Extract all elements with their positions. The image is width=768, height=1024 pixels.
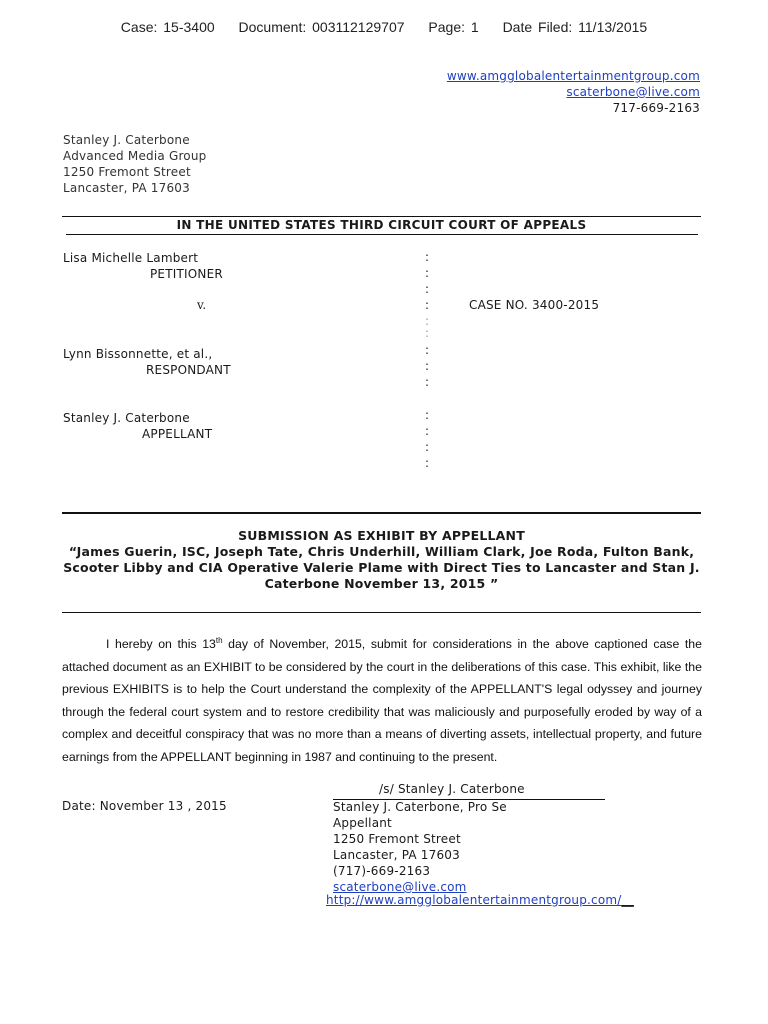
submission-heading: SUBMISSION AS EXHIBIT BY APPELLANT [238, 528, 525, 543]
respondent-role: RESPONDANT [146, 363, 231, 377]
filing-header [0, 19, 768, 35]
signature-block [333, 799, 507, 895]
signer-email-link[interactable]: scaterbone@live.com [333, 880, 467, 894]
signer-website [326, 893, 634, 907]
caption-colon: : [425, 343, 430, 357]
date-filed: Date Filed: 11/13/2015 [502, 19, 648, 35]
caption-colon: : [425, 456, 430, 470]
divider-submission-bottom [62, 612, 701, 613]
page-number: Page: 1 [428, 19, 479, 35]
document-number: Document: 003112129707 [238, 19, 405, 35]
appellant-role: APPELLANT [142, 427, 213, 441]
caption-colon: : [425, 359, 430, 373]
caption-colon: : [425, 314, 430, 328]
phone-number: 717-669-2163 [612, 101, 700, 115]
caption-colon: : [425, 408, 430, 422]
email-link[interactable]: scaterbone@live.com [566, 85, 700, 99]
respondent-name: Lynn Bissonnette, et al., [63, 347, 213, 361]
versus-label: v. [197, 298, 207, 312]
court-title: IN THE UNITED STATES THIRD CIRCUIT COURT OF APPEALS [176, 218, 587, 232]
divider-submission-top [62, 512, 701, 514]
signer-website-link[interactable]: http://www.amgglobalentertainmentgroup.com/ [326, 893, 622, 907]
caption-colon: : [425, 298, 430, 312]
caption-colon: : [425, 424, 430, 438]
sender-city: Lancaster, PA 17603 [63, 181, 190, 195]
contact-block-top [447, 68, 700, 116]
website-link[interactable]: www.amgglobalentertainmentgroup.com [446, 69, 700, 83]
sender-street: 1250 Fremont Street [63, 165, 191, 179]
signer-street: 1250 Fremont Street [333, 832, 461, 846]
submission-title-line: Scooter Libby and CIA Operative Valerie Plame with Direct Ties to Lancaster and Stan J. [63, 560, 700, 575]
appellant-name: Stanley J. Caterbone [63, 411, 190, 425]
body-intro: I hereby on this 13 [106, 637, 216, 652]
petitioner-name: Lisa Michelle Lambert [63, 251, 199, 265]
signer-phone: (717)-669-2163 [333, 864, 431, 878]
caption-colon: : [425, 250, 430, 264]
ordinal-suffix: th [215, 636, 223, 645]
signer-role: Appellant [333, 816, 392, 830]
case-caption [63, 250, 231, 442]
signer-website-tail: __ [621, 893, 634, 907]
submission-title-line: “James Guerin, ISC, Joseph Tate, Chris Underhill, William Clark, Joe Roda, Fulton Bank, [68, 544, 695, 559]
case-number-caption: CASE NO. 3400-2015 [469, 298, 600, 312]
petitioner-role: PETITIONER [150, 267, 223, 281]
case-number: Case: 15-3400 [120, 19, 215, 35]
signer-name: Stanley J. Caterbone, Pro Se [333, 800, 507, 814]
sender-name: Stanley J. Caterbone [63, 133, 190, 147]
sender-company: Advanced Media Group [63, 149, 207, 163]
electronic-signature: /s/ Stanley J. Caterbone [379, 782, 525, 796]
caption-colon: : [425, 326, 430, 340]
sender-address [63, 132, 206, 196]
court-title-underline [66, 234, 698, 235]
caption-colon: : [425, 266, 430, 280]
caption-colon: : [425, 440, 430, 454]
divider-top [62, 216, 701, 217]
submission-title-block [62, 528, 701, 592]
body-text-main: day of November, 2015, submit for considerations in the above captioned case the attached document as an EXHIBIT to be considered by the court in the deliberations of this case. This exhibit, like the previous EXHIBITS is to help the Court understand the complexity of the APPELLANT'S legal odyssey and journey through the federal court system and to restore credibility that was maliciously and purposefully eroded by way of a complex and deceitful conspiracy that was no more than a means of diverting assets, intellectual property, and future earnings from the APPELLANT beginning in 1987 and continuing to the present. [62, 637, 702, 764]
caption-colon: : [425, 282, 430, 296]
signature-date: Date: November 13 , 2015 [62, 799, 227, 813]
caption-colon: : [425, 375, 430, 389]
signer-city: Lancaster, PA 17603 [333, 848, 460, 862]
submission-title-line: Caterbone November 13, 2015 ” [264, 576, 499, 591]
body-paragraph [62, 630, 702, 768]
